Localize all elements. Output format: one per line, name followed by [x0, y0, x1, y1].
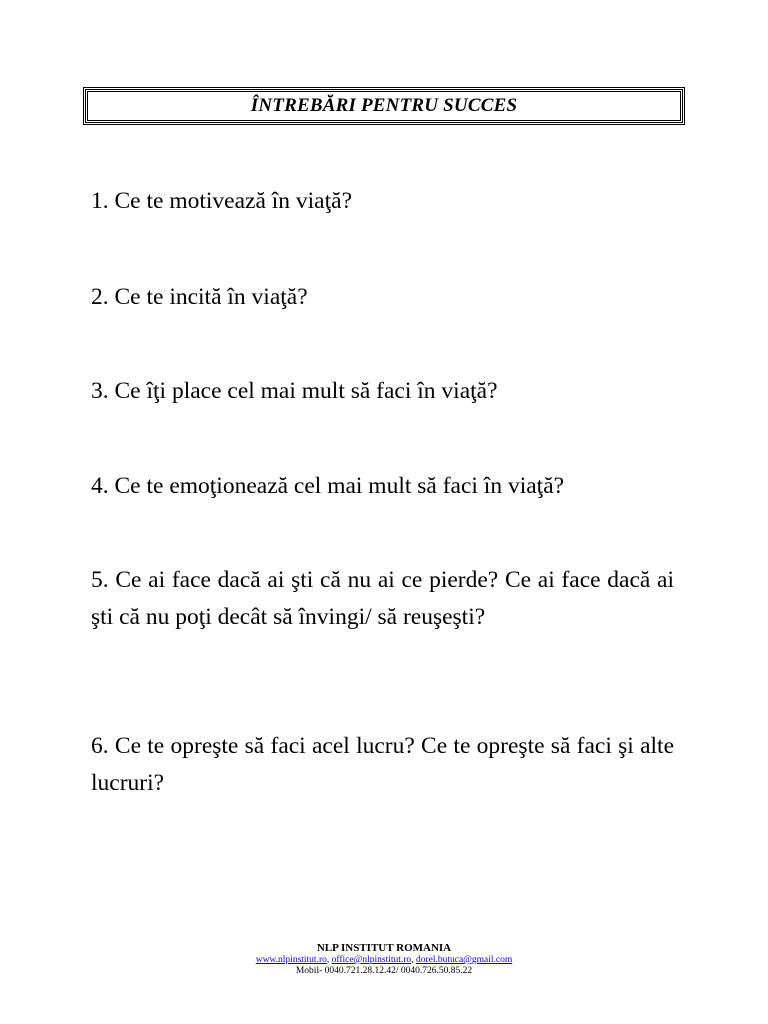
question-2: 2. Ce te incită în viaţă? — [91, 284, 308, 310]
page-footer — [0, 942, 768, 977]
footer-separator: , — [326, 955, 332, 965]
question-4: 4. Ce te emoţionează cel mai mult să faci în viaţă? — [91, 473, 565, 499]
footer-links — [0, 955, 768, 966]
personal-email-link[interactable]: dorel.butuca@gmail.com — [415, 955, 513, 965]
footer-phone: Mobil- 0040.721.28.12.42/ 0040.726.50.85.22 — [295, 966, 473, 976]
website-link[interactable]: www.nlpinstitut.ro — [255, 955, 327, 965]
footer-organization: NLP INSTITUT ROMANIA — [316, 942, 452, 954]
question-3: 3. Ce îţi place cel mai mult să faci în viaţă? — [91, 378, 498, 404]
question-5: 5. Ce ai face dacă ai şti că nu ai ce pierde? Ce ai face dacă ai şti că nu poţi decât să învingi/ să reuşeşti? — [91, 567, 674, 630]
title-box — [83, 87, 685, 125]
question-1: 1. Ce te motivează în viaţă? — [91, 188, 353, 214]
question-6: 6. Ce te opreşte să faci acel lucru? Ce te opreşte să faci şi alte lucruri? — [91, 733, 674, 796]
document-title: ÎNTREBĂRI PENTRU SUCCES — [250, 95, 518, 116]
footer-separator: , — [411, 955, 416, 965]
office-email-link[interactable]: office@nlpinstitut.ro — [331, 955, 412, 965]
